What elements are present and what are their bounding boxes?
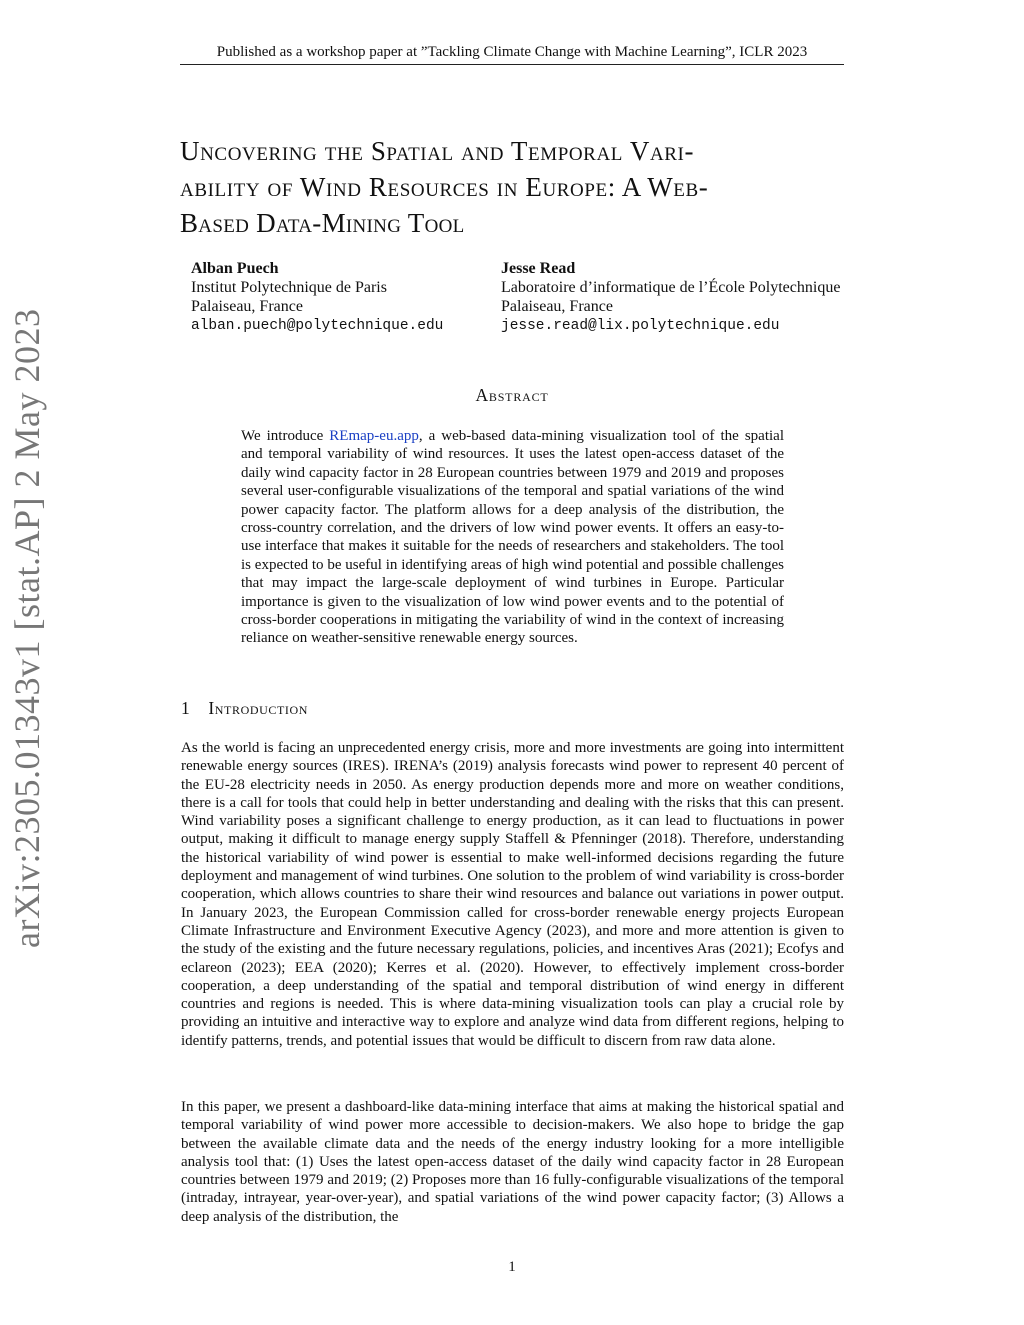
- arxiv-stamp: arXiv:2305.01343v1 [stat.AP] 2 May 2023: [7, 308, 47, 948]
- author-name: Jesse Read: [501, 260, 576, 277]
- author-block: [501, 259, 840, 336]
- author-affiliation: Institut Polytechnique de Paris: [191, 279, 387, 296]
- author-location: Palaiseau, France: [501, 298, 613, 315]
- abstract-text: [241, 427, 784, 648]
- abstract-text-start: We introduce: [241, 428, 330, 444]
- author-location: Palaiseau, France: [191, 298, 303, 315]
- page-number: 1: [508, 1259, 516, 1275]
- section-number: 1: [181, 698, 191, 718]
- paper-title: [180, 133, 844, 241]
- author-block: [191, 259, 443, 336]
- body-paragraph: As the world is facing an unprecedented energy crisis, more and more investments are going into intermittent renewable energy sources (IRES). IRENA’s (2019) analysis forecasts wind power to represent 40 percent of the EU-28 electricity needs in 2050. As energy production depends more and more on weather conditions, there is a call for tools that could help in better understanding and dealing with the risks that this can present. Wind variability poses a significant challenge to energy production, as it can lead to fluctuations in power output, making it difficult to manage energy supply Staffell & Pfenninger (2018). Therefore, understanding the historical variability of wind power is essential to make well-informed decisions regarding the future deployment and management of wind turbines. One solution to the problem of wind variability is cross-border cooperation, which allows countries to share their wind resources and balance out variations in power output. In January 2023, the European Commission called for cross-border renewable energy projects European Climate Infrastructure and Environment Executive Agency (2023), and more and more attention is given to the study of the existing and the future necessary regulations, policies, and incentives Aras (2021); Ecofys and eclareon (2023); EEA (2020); Kerres et al. (2020). However, to effectively implement cross-border cooperation, a deep understanding of the spatial and temporal distribution of wind energy in different countries and regions is needed. This is where data-mining visualization tools can play a crucial role by providing an intuitive and interactive way to explore and analyze wind data from different regions, helping to identify patterns, trends, and potential issues that would be difficult to discern from raw data alone.: [181, 740, 844, 1049]
- section-title: Introduction: [208, 698, 309, 718]
- title-line: Uncovering the Spatial and Temporal Vari-: [180, 136, 695, 166]
- section-heading: [181, 698, 308, 719]
- author-email: jesse.read@lix.polytechnique.edu: [501, 318, 780, 334]
- abstract-heading: Abstract: [475, 385, 549, 405]
- author-name: Alban Puech: [191, 260, 279, 277]
- remap-link[interactable]: REmap-eu.app: [329, 428, 419, 444]
- body-paragraph: In this paper, we present a dashboard-like data-mining interface that aims at making the historical spatial and temporal variability of wind power more accessible to decision-makers. We also hope to bridge the gap between the available climate data and the needs of the energy industry looking for a more intelligible analysis tool that: (1) Uses the latest open-access dataset of the daily wind capacity factor in 28 European countries between 1979 and 2019; (2) Proposes more than 16 fully-configurable visualizations of the temporal (intraday, intrayear, year-over-year), and spatial variations of the wind power capacity factor; (3) Allows a deep analysis of the distribution, the: [181, 1099, 844, 1225]
- author-affiliation: Laboratoire d’informatique de l’École Polytechnique: [501, 279, 841, 296]
- abstract-text-rest: , a web-based data-mining visualization tool of the spatial and temporal variability of wind resources. It uses the latest open-access dataset of the daily wind capacity factor in 28 European countries between 1979 and 2019 and proposes several user-configurable visualizations of the temporal and spatial variations of the wind power capacity factor. The platform allows for a deep analysis of the distribution, the cross-country correlation, and the drivers of low wind power events. It offers an easy-to-use interface that makes it suitable for the needs of researchers and stakeholders. The tool is expected to be useful in identifying areas of high wind potential and possible challenges that may impact the large-scale deployment of wind turbines in Europe. Particular importance is given to the visualization of low wind power events and to the potential of cross-border cooperations in mitigating the variability of wind in the context of increasing reliance on weather-sensitive renewable energy sources.: [241, 428, 784, 647]
- author-email: alban.puech@polytechnique.edu: [191, 318, 444, 334]
- running-header: Published as a workshop paper at ”Tackling Climate Change with Machine Learning”, ICLR 2023: [180, 44, 844, 65]
- title-line: Based Data-Mining Tool: [180, 208, 465, 238]
- title-line: ability of Wind Resources in Europe: A Web-: [180, 172, 709, 202]
